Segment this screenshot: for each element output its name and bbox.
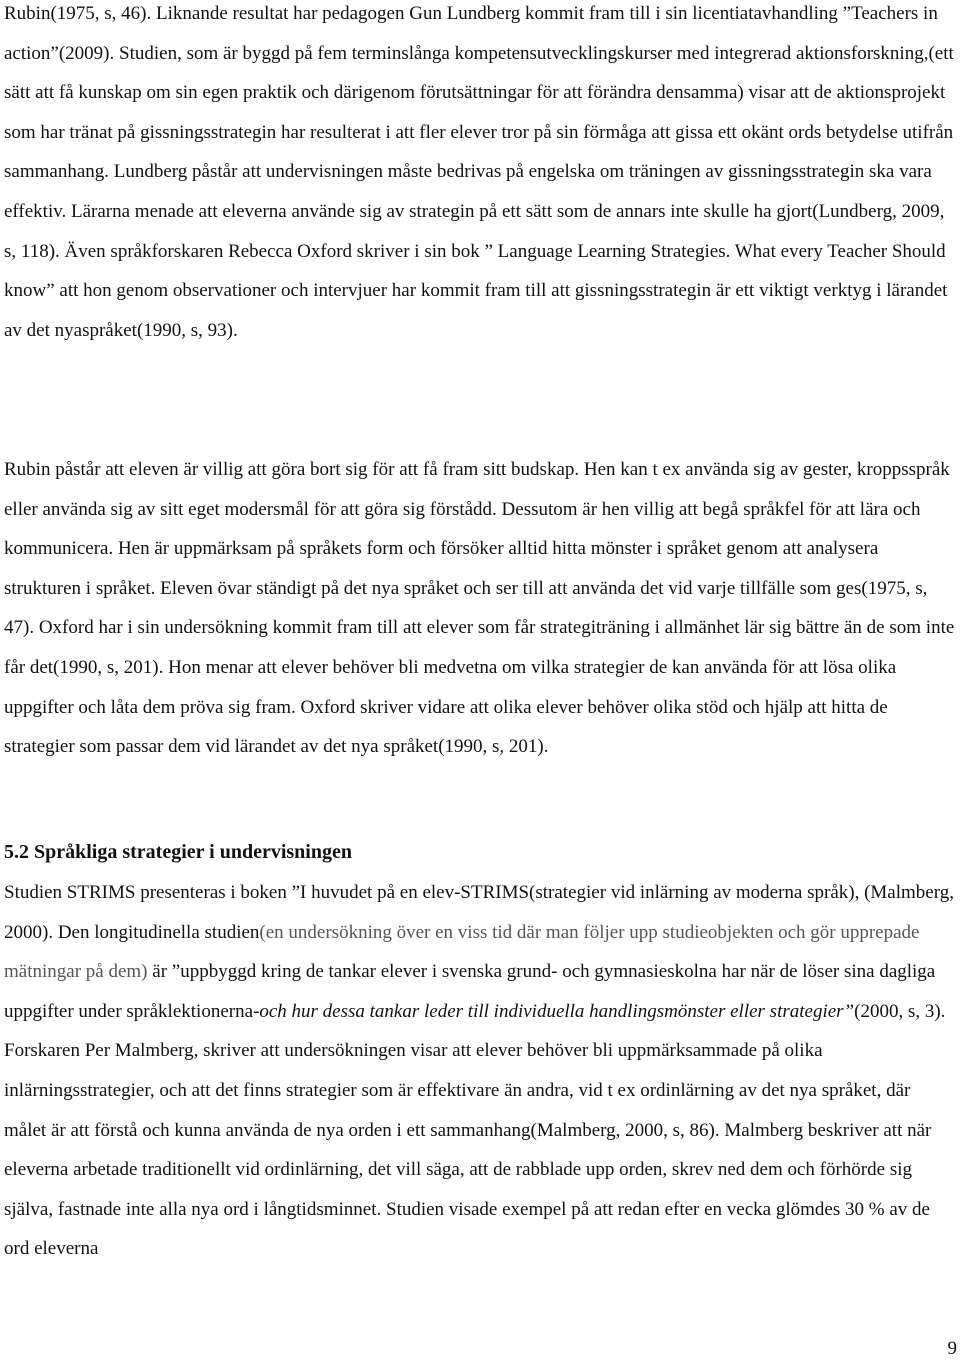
quoted-italic-text: och hur dessa tankar leder till individuella handlingsmönster eller strategier” [259,1000,855,1022]
page-number: 9 [947,1338,957,1359]
paragraph-rubin-lundberg-oxford [4,0,956,350]
paragraph-text: Rubin påstår att eleven är villig att göra bort sig för att få fram sitt budskap. Hen kan t ex använda sig av gester, kroppsspråk eller använda sig av sitt eget modersmål för att göra sig förstådd. Dessutom är hen villig att begå språkfel för att lära och kommunicera. Hen är uppmärksam på språkets form och försöker alltid hitta mönster i språket genom att analysera strukturen i språket. Eleven övar ständigt på det nya språket och ser till att använda det vid varje tillfälle som ges(1975, s, 47). Oxford har i sin undersökning kommit fram till att elever som får strategiträning i allmänhet lär sig bättre än de som inte får det(1990, s, 201). Hon menar att elever behöver bli medvetna om vilka strategier de kan använda för att lösa olika uppgifter och låta dem pröva sig fram. Oxford skriver vidare att olika elever behöver olika stöd och hjälp att hitta de strategier som passar dem vid lärandet av det nya språket(1990, s, 201). [4,459,955,758]
paragraph-text: Studien STRIMS presenteras i boken ”I huvudet på en elev-STRIMS(strategier vid inlärning av moderna språk), (Malmberg, 2000). Den longitudinella studien [4,882,954,943]
paragraph-rubin-oxford-strategies [4,450,956,767]
paragraph-strims-study [4,873,956,1269]
paragraph-text: (2000, s, 3). Forskaren Per Malmberg, skriver att undersökningen visar att elever behöver bli uppmärksammade på olika inlärningsstrategier, och att det finns strategier som är effektivare än andra, vid t ex ordinlärning av det nya språket, där målet är att förstå och kunna använda de nya orden i ett sammanhang(Malmberg, 2000, s, 86). Malmberg beskriver att när eleverna arbetade traditionellt vid ordinlärning, det vill säga, att de rabblade upp orden, skrev ned dem och förhörde sig själva, fastnade inte alla nya ord i långtidsminnet. Studien visade exempel på att redan efter en vecka glömdes 30 % av de ord eleverna [4,1000,946,1260]
definition-text: (en undersökning över en viss tid där man följer upp studieobjekten och gör upprepade mätningar på dem) [4,921,920,983]
paragraph-text: är ”uppbyggd kring de tankar elever i svenska grund- och gymnasieskolna har när de löser sina dagliga uppgifter under språklektionerna- [4,961,936,1022]
section-heading: 5.2 Språkliga strategier i undervisningen [4,841,352,863]
paragraph-text: Rubin(1975, s, 46). Liknande resultat har pedagogen Gun Lundberg kommit fram till i sin licentiatavhandling ”Teachers in action”(2009). Studien, som är byggd på fem terminslånga kompetensutvecklingskurser med integrerad aktionsforskning,(ett sätt att få kunskap om sin egen praktik och därigenom förutsättningar för att förändra densamma) visar att de aktionsprojekt som har tränat på gissningsstrategin har resulterat i att fler elever tror på sin förmåga att gissa ett okänt ords betydelse utifrån sammanhang. Lundberg påstår att undervisningen måste bedrivas på engelska om träningen av gissningsstrategin ska vara effektiv. Lärarna menade att eleverna använde sig av strategin på ett sätt som de annars inte skulle ha gjort(Lundberg, 2009, s, 118). Även språkforskaren Rebecca Oxford skriver i sin bok ” Language Learning Strategies. What every Teacher Should know” att hon genom observationer och intervjuer har kommit fram till att gissningsstrategin är ett viktigt verktyg i lärandet av det nyaspråket(1990, s, 93). [4,3,954,341]
